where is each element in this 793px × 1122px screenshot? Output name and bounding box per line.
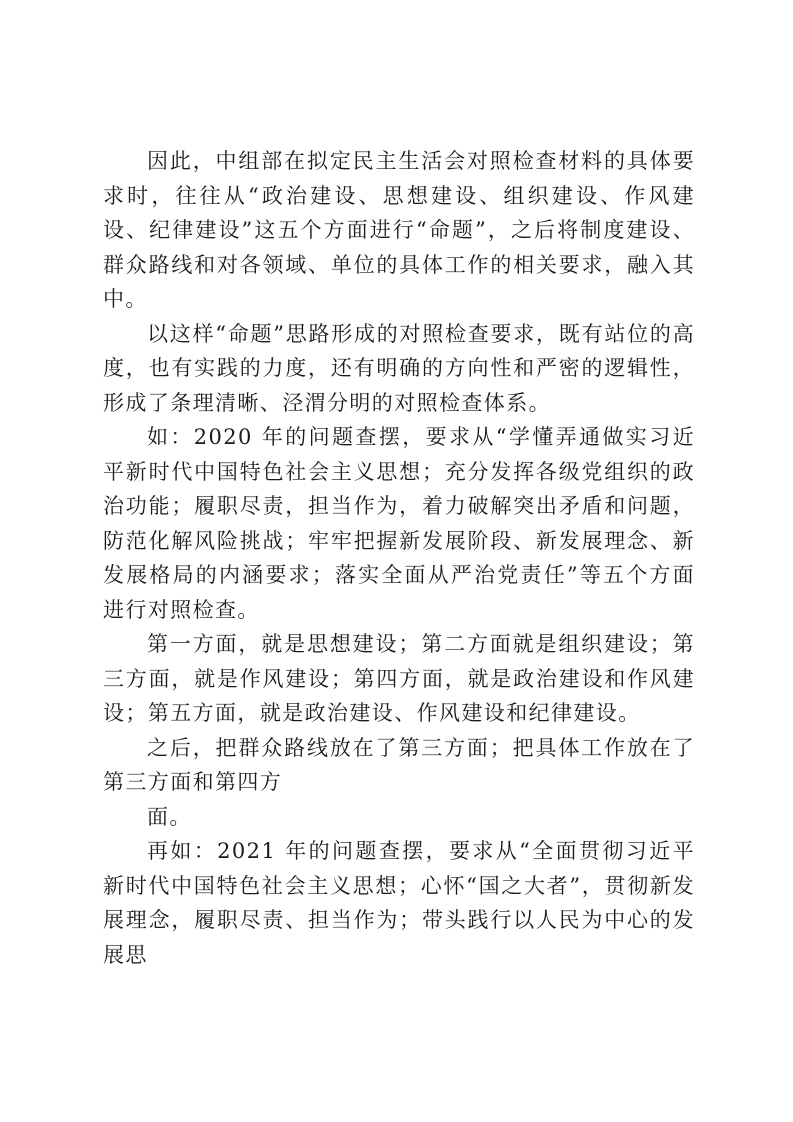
paragraph-1: 因此，中组部在拟定民主生活会对照检查材料的具体要求时，往往从“政治建设、思想建设、组织建设、作风建设、纪律建设”这五个方面进行“命题”，之后将制度建设、群众路线和对各领域、单位的具体工作的相关要求，融入其中。 [103,149,695,311]
document-body [103,144,695,972]
paragraph-3: 如：2020 年的问题查摆，要求从“学懂弄通做实习近平新时代中国特色社会主义思想；充分发挥各级党组织的政治功能；履职尽责，担当作为，着力破解突出矛盾和问题，防范化解风险挑战；牢牢把握新发展阶段、新发展理念、新发展格局的内涵要求；落实全面从严治党责任”等五个方面进行对照检查。 [103,425,695,622]
paragraph-5: 之后，把群众路线放在了第三方面；把具体工作放在了第三方面和第四方 [103,735,695,794]
paragraph-7: 再如：2021 年的问题查摆，要求从“全面贯彻习近平新时代中国特色社会主义思想；心怀“国之大者”，贯彻新发展理念，履职尽责、担当作为；带头践行以人民为中心的发展思 [103,839,695,967]
paragraph-6: 面。 [147,804,192,829]
paragraph-4: 第一方面，就是思想建设；第二方面就是组织建设；第三方面，就是作风建设；第四方面，就是政治建设和作风建设；第五方面，就是政治建设、作风建设和纪律建设。 [103,632,695,725]
paragraph-2: 以这样“命题”思路形成的对照检查要求，既有站位的高度，也有实践的力度，还有明确的方向性和严密的逻辑性，形成了条理清晰、泾渭分明的对照检查体系。 [103,321,695,415]
